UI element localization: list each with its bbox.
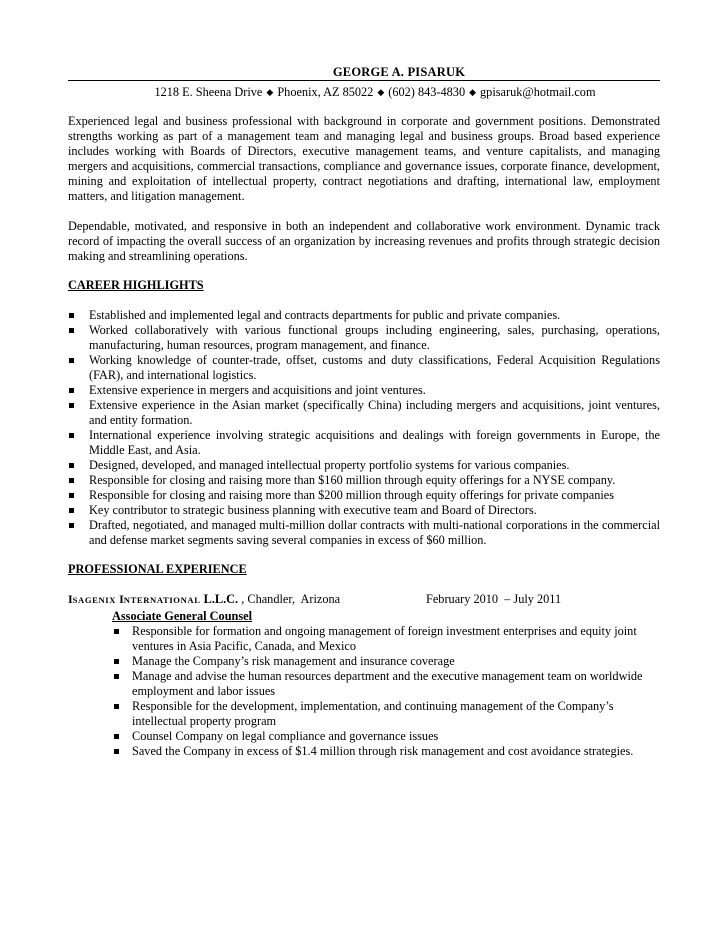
list-item: Key contributor to strategic business planning with executive team and Board of Directors. xyxy=(68,503,660,518)
square-bullet-icon xyxy=(69,388,74,393)
square-bullet-icon xyxy=(114,749,119,754)
square-bullet-icon xyxy=(69,403,74,408)
list-item: Saved the Company in excess of $1.4 million through risk management and cost avoidance strategies. xyxy=(112,744,648,759)
square-bullet-icon xyxy=(114,629,119,634)
list-item: Manage the Company’s risk management and insurance coverage xyxy=(112,654,648,669)
square-bullet-icon xyxy=(114,734,119,739)
square-bullet-icon xyxy=(114,674,119,679)
section-title-career-highlights: CAREER HIGHLIGHTS xyxy=(68,278,204,292)
square-bullet-icon xyxy=(114,704,119,709)
diamond-separator-icon: ◆ xyxy=(469,87,477,97)
list-item: Responsible for the development, implementation, and continuing management of the Company’s intellectual property program xyxy=(112,699,648,729)
candidate-name: GEORGE A. PISARUK xyxy=(332,65,466,79)
section-title-professional-experience: PROFESSIONAL EXPERIENCE xyxy=(68,562,247,576)
list-item: Responsible for closing and raising more than $160 million through equity offerings for a NYSE company. xyxy=(68,473,660,488)
contact-phone: (602) 843-4830 xyxy=(388,85,466,99)
square-bullet-icon xyxy=(69,478,74,483)
list-item: Working knowledge of counter-trade, offset, customs and duty classifications, Federal Acquisition Regulations (FAR), and international logistics. xyxy=(68,353,660,383)
square-bullet-icon xyxy=(69,358,74,363)
company-name: ISAGENIX INTERNATIONAL L.L.C. , Chandler, Arizona xyxy=(68,592,341,606)
list-item: Responsible for closing and raising more than $200 million through equity offerings for private companies xyxy=(68,488,660,503)
diamond-separator-icon: ◆ xyxy=(266,87,274,97)
square-bullet-icon xyxy=(69,463,74,468)
contact-address: 1218 E. Sheena Drive xyxy=(154,85,263,99)
list-item: Worked collaboratively with various functional groups including engineering, sales, purchasing, operations, manufacturing, human resources, program management, and finance. xyxy=(68,323,660,353)
list-item: Drafted, negotiated, and managed multi-million dollar contracts with multi-national corporations in the commercial and defense market segments saving several companies in excess of $60 million. xyxy=(68,518,660,548)
square-bullet-icon xyxy=(69,523,74,528)
summary-paragraph-2: Dependable, motivated, and responsive in both an independent and collaborative work environment. Dynamic track record of impacting the overall success of an organization by increasing revenues and profits through strategic decision making and streamlining operations. xyxy=(68,219,660,263)
summary-paragraph-1: Experienced legal and business professional with background in corporate and government positions. Demonstrated strengths working as part of a management team and managing legal and business groups. Broad based experience includes working with Boards of Directors, executive management teams, and venture capitalists, and managing mergers and acquisitions, commercial transactions, compliance and governance issues, corporate finance, development, mining and exploitation of intellectual property, contract negotiations and drafting, international law, employment matters, and litigation management. xyxy=(68,114,660,203)
square-bullet-icon xyxy=(69,493,74,498)
header-divider xyxy=(68,80,660,81)
square-bullet-icon xyxy=(69,433,74,438)
list-item: International experience involving strategic acquisitions and dealings with foreign governments in Europe, the Middle East, and Asia. xyxy=(68,428,660,458)
square-bullet-icon xyxy=(114,659,119,664)
list-item: Extensive experience in mergers and acquisitions and joint ventures. xyxy=(68,383,660,398)
list-item: Extensive experience in the Asian market (specifically China) including mergers and acquisitions, joint ventures, and entity formation. xyxy=(68,398,660,428)
company-location: , Chandler, Arizona xyxy=(238,592,341,606)
list-item: Responsible for formation and ongoing management of foreign investment enterprises and equity joint ventures in Asia Pacific, Canada, and Mexico xyxy=(112,624,648,654)
list-item: Manage and advise the human resources department and the executive management team on worldwide employment and labor issues xyxy=(112,669,648,699)
contact-line xyxy=(68,85,660,100)
square-bullet-icon xyxy=(69,328,74,333)
job-position: Associate General Counsel xyxy=(112,609,253,623)
diamond-separator-icon: ◆ xyxy=(377,87,385,97)
square-bullet-icon xyxy=(69,508,74,513)
list-item: Designed, developed, and managed intellectual property portfolio systems for various companies. xyxy=(68,458,660,473)
job-duties-list xyxy=(112,624,648,759)
career-highlights-list xyxy=(68,308,660,548)
job-header xyxy=(68,592,660,607)
contact-city: Phoenix, AZ 85022 xyxy=(277,85,374,99)
list-item: Established and implemented legal and contracts departments for public and private companies. xyxy=(68,308,660,323)
list-item: Counsel Company on legal compliance and governance issues xyxy=(112,729,648,744)
employment-dates: February 2010 – July 2011 xyxy=(426,592,562,606)
square-bullet-icon xyxy=(69,313,74,318)
contact-email: gpisaruk@hotmail.com xyxy=(480,85,596,99)
